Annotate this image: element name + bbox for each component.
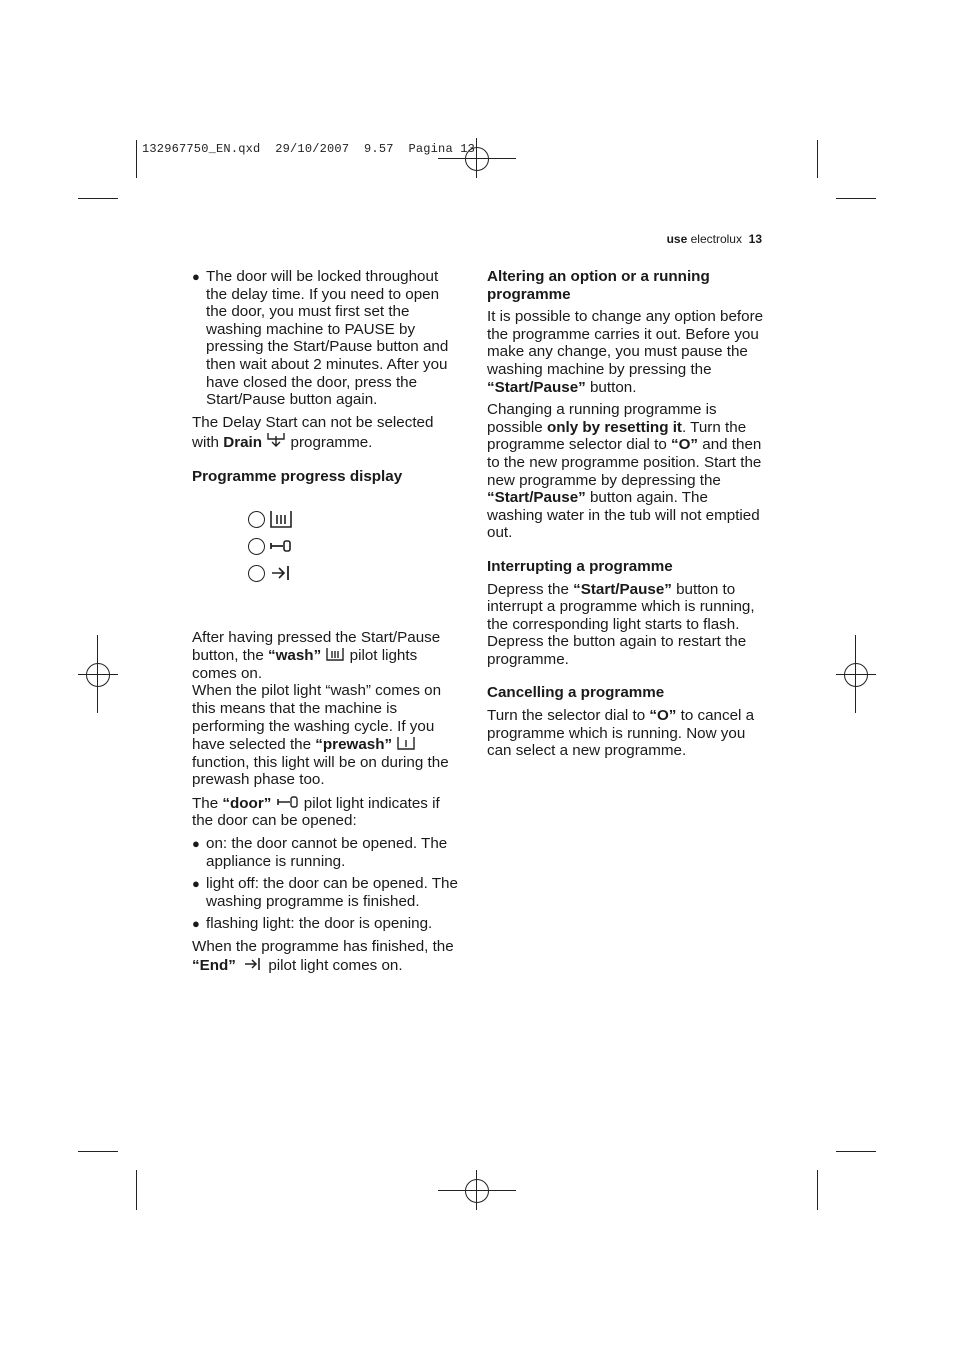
- list-item: ● on: the door cannot be opened. The appliance is running.: [192, 835, 448, 870]
- crop-mark: [836, 198, 876, 199]
- progress-row-wash: [248, 506, 462, 533]
- right-column: [487, 268, 767, 765]
- bullet-icon: ●: [192, 916, 200, 932]
- drain-icon: [266, 431, 286, 449]
- section-heading: Altering an option or a running programme: [487, 268, 710, 303]
- header-brand: electrolux: [690, 232, 742, 246]
- running-header: [667, 232, 762, 246]
- crop-mark: [836, 1151, 876, 1152]
- list-item: [192, 268, 462, 409]
- registration-circle: [844, 663, 868, 687]
- bullet-text: The door will be locked throughout the delay time. If you need to open the door, you must first set the washing machine to PAUSE by pressing the Start/Pause button and then wait about 2 minutes. After you have closed the door, press the Start/Pause button again.: [206, 268, 449, 409]
- pilot-light-icon: [248, 511, 265, 528]
- registration-circle: [86, 663, 110, 687]
- section-heading: Programme progress display: [192, 467, 403, 485]
- header-section: use: [666, 232, 688, 246]
- crop-mark: [78, 1151, 118, 1152]
- bullet-icon: ●: [192, 269, 200, 284]
- crop-mark: [817, 1170, 818, 1210]
- delay-paragraph: The Delay Start can not be selected with Drain programme.: [192, 413, 434, 452]
- page-number: 13: [748, 232, 762, 246]
- crop-mark: [136, 1170, 137, 1210]
- end-icon: [240, 956, 264, 972]
- wash-icon: [269, 509, 293, 529]
- end-paragraph: When the programme has finished, the “End” pilot light comes on.: [192, 938, 454, 974]
- after-paragraph: After having pressed the Start/Pause button, the “wash” pilot lights comes on.: [192, 628, 441, 682]
- door-paragraph: The “door” pilot light indicates if the door can be opened:: [192, 794, 440, 830]
- section-heading: Cancelling a programme: [487, 684, 665, 702]
- door-lock-icon: [269, 536, 293, 556]
- paragraph: Turn the selector dial to “O” to cancel a programme which is running. Now you can select a new programme.: [487, 707, 755, 760]
- wash-icon: [325, 646, 345, 662]
- door-lock-icon: [276, 794, 300, 810]
- left-column: [192, 268, 462, 979]
- paragraph: Changing a running programme is possible only by resetting it. Turn the programme selector dial to “O” and then to the new programme position. Start the new programme by depressing the “Start/Pause” button again. The washing water in the tub will not emptied out.: [487, 401, 762, 542]
- bullet-icon: ●: [192, 836, 200, 852]
- section-heading: Interrupting a programme: [487, 557, 673, 575]
- crop-mark: [136, 140, 137, 178]
- paragraph: Depress the “Start/Pause” button to interrupt a programme which is running, the corresponding light starts to flash. Depress the button again to restart the programme.: [487, 580, 755, 668]
- registration-circle: [465, 1179, 489, 1203]
- prewash-icon: [396, 735, 416, 751]
- progress-row-end: [248, 560, 462, 587]
- crop-mark: [78, 198, 118, 199]
- list-item: ● light off: the door can be opened. The washing programme is finished.: [192, 875, 458, 910]
- pilot-light-icon: [248, 565, 265, 582]
- bullet-icon: ●: [192, 876, 200, 892]
- list-item: ● flashing light: the door is opening.: [192, 915, 433, 933]
- pilot-light-icon: [248, 538, 265, 555]
- end-icon: [269, 563, 293, 583]
- progress-display: [248, 506, 462, 587]
- paragraph: It is possible to change any option before the programme carries it out. Before you make any change, you must pause the washing machine by pressing the “Start/Pause” button.: [487, 308, 764, 396]
- crop-mark: [817, 140, 818, 178]
- print-slug: 132967750_EN.qxd 29/10/2007 9.57 Pagina 13: [142, 142, 476, 156]
- progress-row-door: [248, 533, 462, 560]
- when-paragraph: When the pilot light “wash” comes on this means that the machine is performing the washing cycle. If you have selected the “prewash” function, this light will be on during the prewash phase too.: [192, 682, 449, 789]
